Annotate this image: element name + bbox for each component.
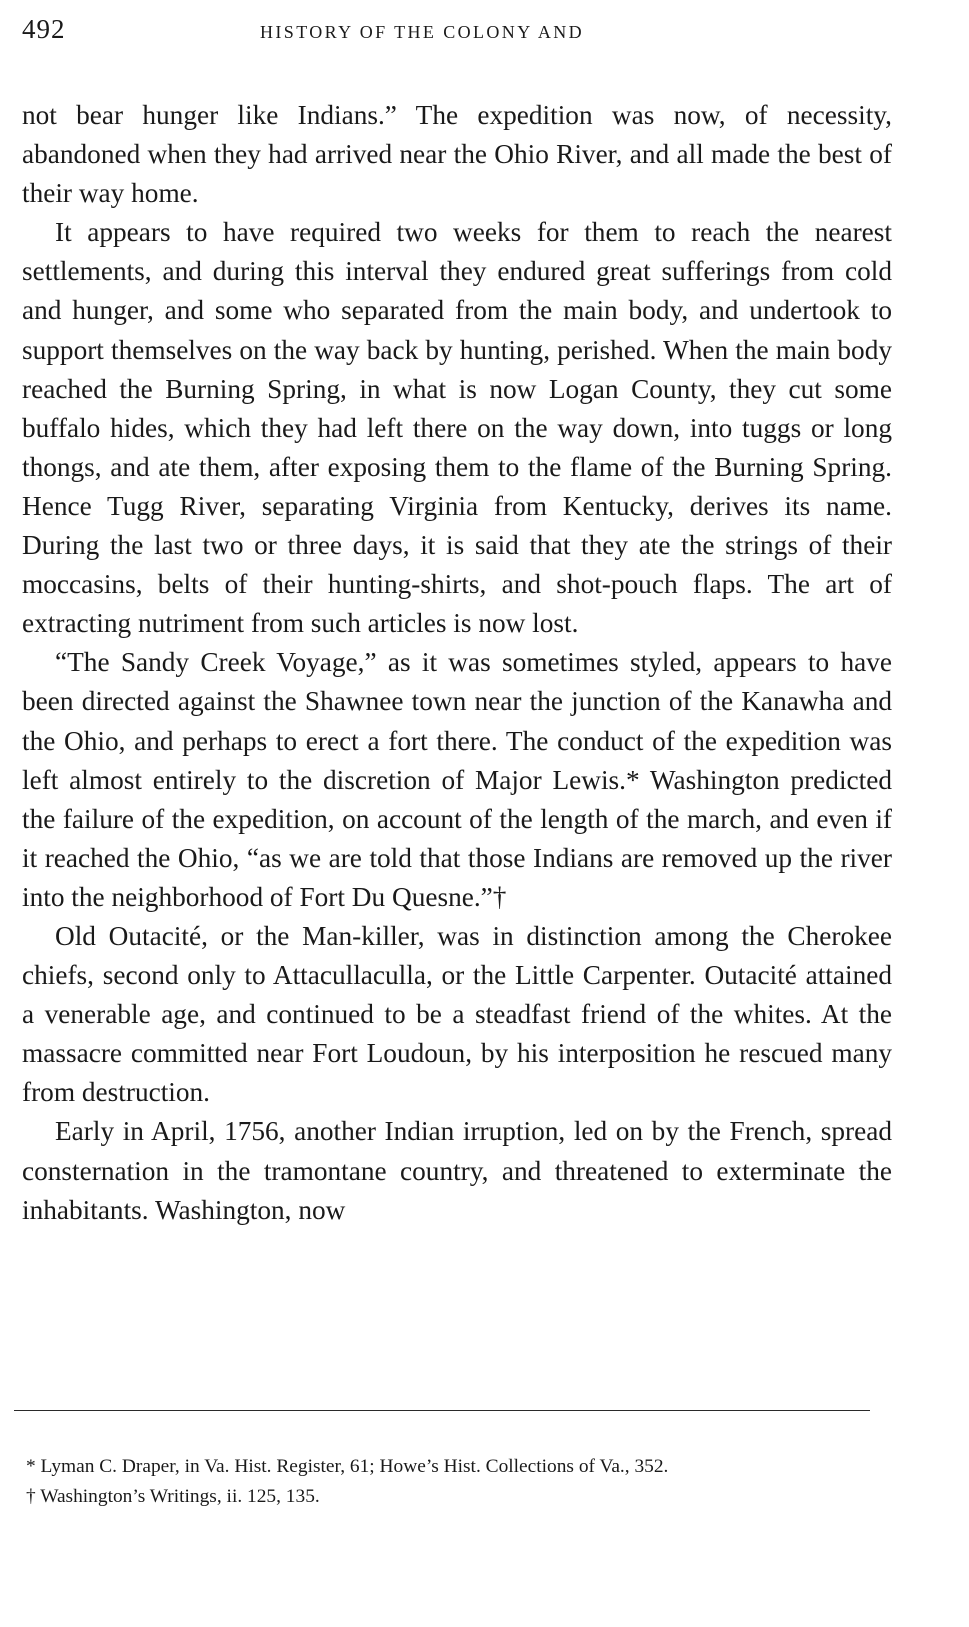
footnote-divider: [14, 1410, 870, 1411]
paragraph-continuation: not bear hunger like Indians.” The expedition was now, of necessity, abandoned when they had arrived near the Ohio River, and all made the best of their way home.: [22, 100, 892, 209]
running-title: HISTORY OF THE COLONY AND: [260, 22, 585, 42]
footnote-washington-writings: † Washington’s Writings, ii. 125, 135.: [26, 1486, 320, 1507]
book-page: [22, 14, 892, 1230]
paragraph-sandy-creek-voyage: “The Sandy Creek Voyage,” as it was sometimes styled, appears to have been directed against the Shawnee town near the junction of the Kanawha and the Ohio, and perhaps to erect a fort there. The conduct of the expedition was left almost entirely to the discretion of Major Lewis.* Washington predicted the failure of the expedition, on account of the length of the march, and even if it reached the Ohio, “as we are told that those Indians are removed up the river into the neighborhood of Fort Du Quesne.”†: [22, 647, 892, 912]
body-text: [22, 96, 892, 1230]
running-head: [22, 14, 892, 54]
paragraph-burning-spring: It appears to have required two weeks for them to reach the nearest settlements, and during this interval they endured great sufferings from cold and hunger, and some who separated from the main body, and undertook to support themselves on the way back by hunting, perished. When the main body reached the Burning Spring, in what is now Logan County, they cut some buffalo hides, which they had left there on the way down, into tuggs or long thongs, and ate them, after exposing them to the flame of the Burning Spring. Hence Tugg River, separating Virginia from Kentucky, derives its name. During the last two or three days, it is said that they ate the strings of their moccasins, belts of their hunting-shirts, and shot-pouch flaps. The art of extracting nutriment from such articles is now lost.: [22, 217, 892, 639]
footnote-draper: * Lyman C. Draper, in Va. Hist. Register, 61; Howe’s Hist. Collections of Va., 352.: [26, 1456, 669, 1477]
paragraph-outacite: Old Outacité, or the Man-killer, was in distinction among the Cherokee chiefs, second only to Attacullaculla, or the Little Carpenter. Outacité attained a venerable age, and continued to be a steadfast friend of the whites. At the massacre committed near Fort Loudoun, by his interposition he rescued many from destruction.: [22, 920, 892, 1108]
footnotes: [0, 1452, 870, 1512]
page-number: 492: [22, 14, 66, 44]
paragraph-april-1756: Early in April, 1756, another Indian irruption, led on by the French, spread consternation in the tramontane country, and threatened to exterminate the inhabitants. Washington, now: [22, 1116, 892, 1225]
